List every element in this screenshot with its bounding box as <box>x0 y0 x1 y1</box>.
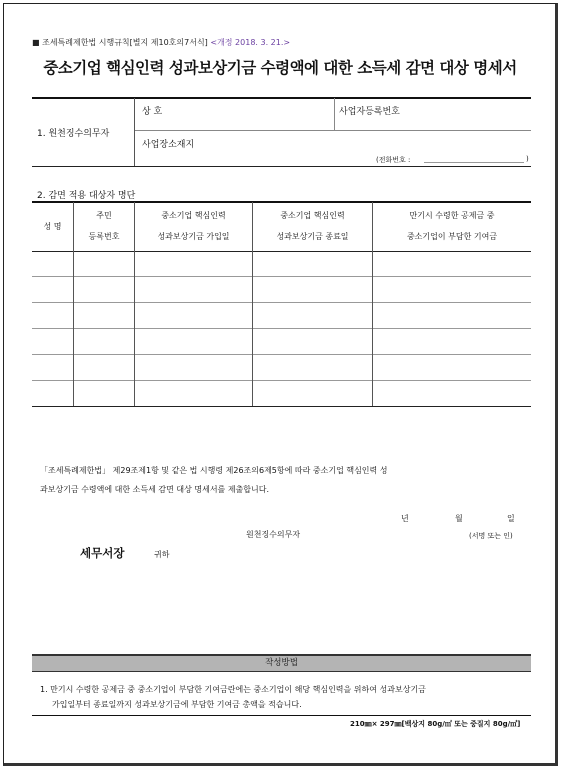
col-header-contribution-2: 중소기업이 부담한 기여금 <box>406 232 498 241</box>
table-bottom-border <box>32 406 531 407</box>
col-header-resident-no-1: 주민 <box>96 211 112 220</box>
phone-underline <box>424 162 524 163</box>
col-header-join-date-1: 중소기업 핵심인력 <box>161 211 226 220</box>
table-row-line <box>32 276 531 277</box>
document-page <box>3 3 558 766</box>
section2-label: 2. 감면 적용 대상자 명단 <box>37 191 136 201</box>
section1-col-divider <box>334 98 335 130</box>
col-header-end-date-1: 중소기업 핵심인력 <box>280 211 345 220</box>
guide-item-1-line-2: 가입일부터 종료일까지 성과보상기금에 부담한 기여금 총액을 적습니다. <box>52 700 302 709</box>
form-reference <box>32 37 290 48</box>
guide-header <box>32 654 531 672</box>
guide-item-1-line-1: 1. 만기시 수령한 공제금 중 중소기업이 부담한 기여금란에는 중소기업이 해당 핵심인력을 위하여 성과보상기금 <box>40 685 426 694</box>
business-reg-no-label: 사업자등록번호 <box>339 107 400 117</box>
signature-note: (서명 또는 인) <box>469 532 513 540</box>
section1-bottom-border <box>32 166 531 167</box>
statement-line-2: 과보상기금 수령액에 대한 소득세 감면 대상 명세서를 제출합니다. <box>40 485 269 494</box>
col-header-resident-no-2: 등록번호 <box>88 232 120 241</box>
date-month: 월 <box>455 514 463 523</box>
guide-title: 작성방법 <box>265 658 298 668</box>
section1-label-divider <box>134 98 135 166</box>
form-ref-text: ■ 조세특례제한법 시행규칙[별지 제10호의7서식] <box>32 38 208 47</box>
col-header-contribution-1: 만기시 수령한 공제금 중 <box>409 211 495 220</box>
document-title: 중소기업 핵심인력 성과보상기금 수령액에 대한 소득세 감면 대상 명세서 <box>43 59 517 77</box>
signer-label: 원천징수의무자 <box>246 530 301 539</box>
phone-label: (전화번호 : <box>376 156 411 164</box>
section1-label: 1. 원천징수의무자 <box>37 129 110 139</box>
section1-top-border <box>32 97 531 99</box>
date-year: 년 <box>401 514 409 523</box>
guide-bottom-border <box>32 715 531 716</box>
date-day: 일 <box>507 514 515 523</box>
col-header-join-date-2: 성과보상기금 가입일 <box>157 232 230 241</box>
col-header-name: 성 명 <box>43 222 62 231</box>
table-top-border <box>32 201 531 203</box>
addressee-honorific: 귀하 <box>154 550 170 559</box>
phone-close: ) <box>526 155 529 163</box>
business-address-label: 사업장소재지 <box>142 140 195 150</box>
statement-line-1: 「조세특례제한법」 제29조제1항 및 같은 법 시행령 제26조의6제5항에 따라 중소기업 핵심인력 성 <box>40 466 388 475</box>
table-row-line <box>32 354 531 355</box>
tax-office-head: 세무서장 <box>80 546 125 560</box>
table-row-line <box>32 302 531 303</box>
table-row-line <box>32 380 531 381</box>
paper-spec: 210㎜× 297㎜[백상지 80g/㎡ 또는 중질지 80g/㎡] <box>350 720 521 728</box>
table-header-bottom <box>32 251 531 252</box>
revision-date: <개정 2018. 3. 21.> <box>210 38 291 47</box>
col-header-end-date-2: 성과보상기금 종료일 <box>276 232 349 241</box>
section1-row-divider <box>134 130 531 131</box>
company-name-label: 상 호 <box>142 107 163 117</box>
table-row-line <box>32 328 531 329</box>
